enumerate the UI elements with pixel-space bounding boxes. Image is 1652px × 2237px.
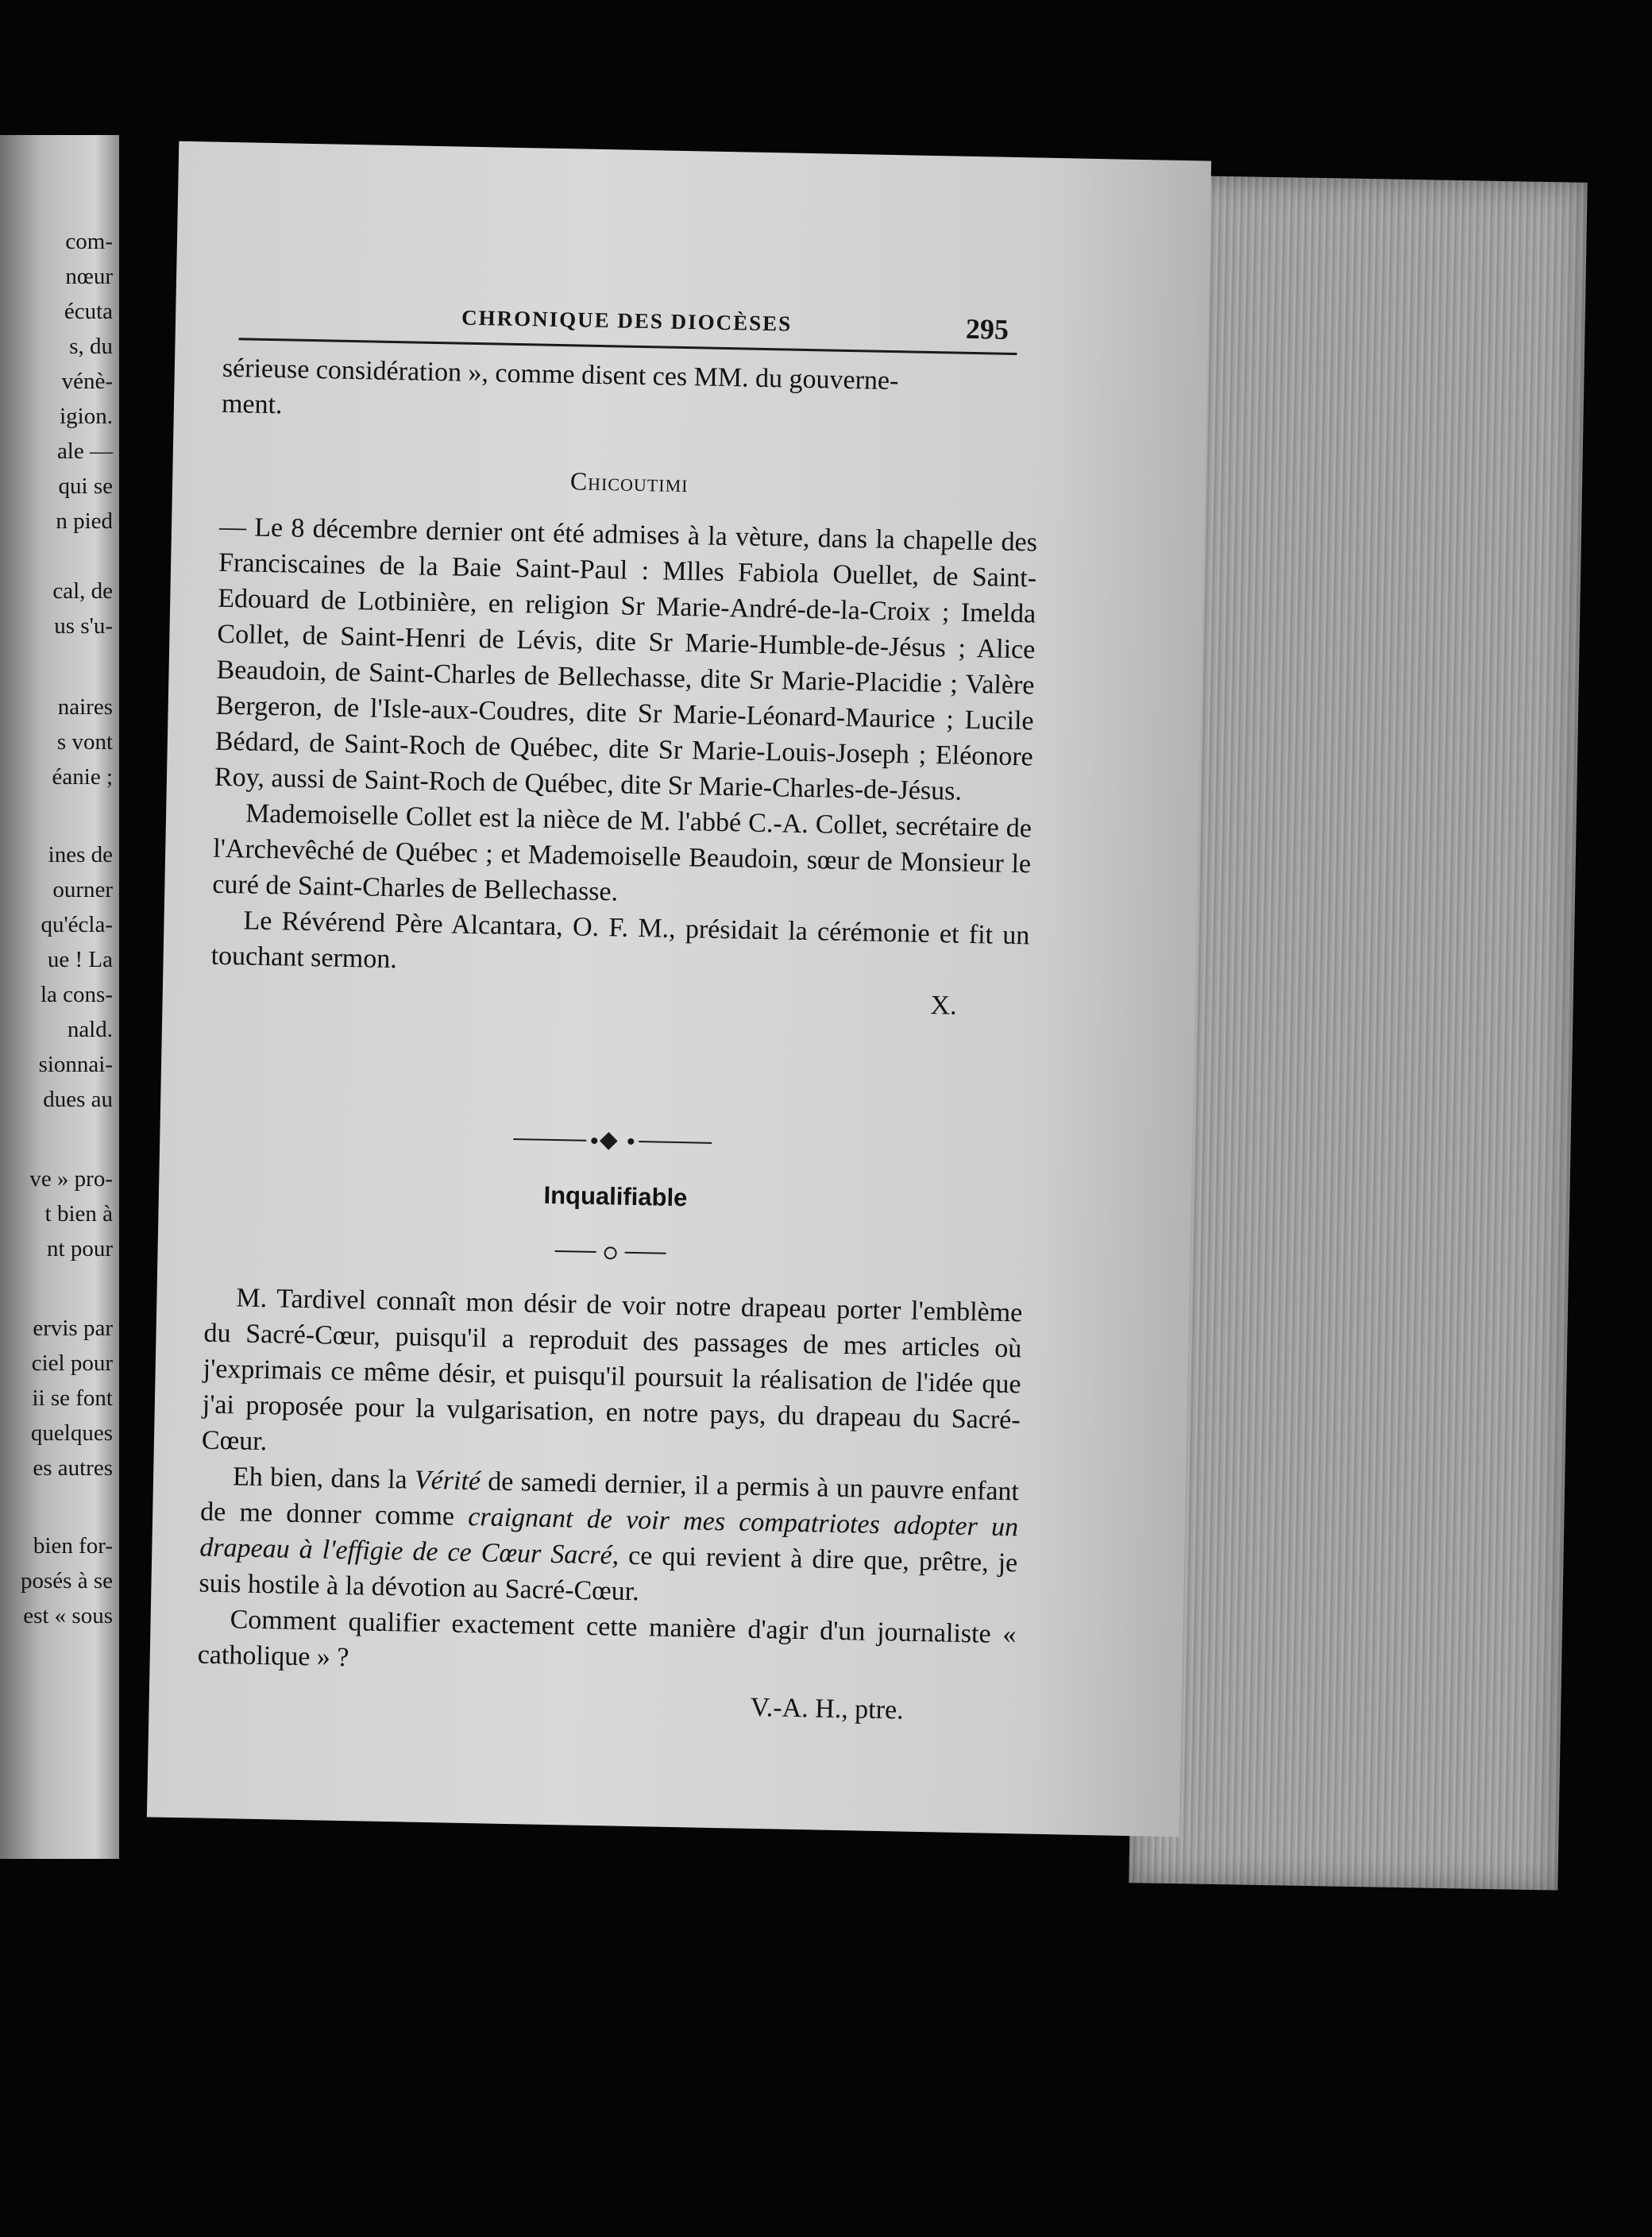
left-page-text-fragment: ourner (52, 877, 113, 902)
inqualifiable-signature: V.-A. H., ptre. (750, 1692, 904, 1725)
left-page-text-fragment: ale — (56, 439, 113, 464)
left-page-text-fragment: s, du (69, 334, 113, 359)
left-page-text-fragment: est « sous (23, 1603, 113, 1628)
left-page-text-fragment: es autres (33, 1455, 113, 1481)
inqualifiable-paragraph-2: Eh bien, dans la Vérité de samedi dernier, il a permis à un pauvre enfant de me donner comme craignant de voir mes compatriotes adopter un drapeau à l'effigie de ce Cœur Sacré, ce qui revient à dire que, prêtre, je suis hostile à la dévotion au Sacré-Cœur. (199, 1462, 1020, 1607)
small-separator (554, 1243, 666, 1261)
left-page-text-fragment: ervis par (33, 1316, 113, 1341)
inqualifiable-paragraph-3: Comment qualifier exactement cette manière d'agir d'un journaliste « catholique » ? (197, 1605, 1017, 1673)
intro-line-2: ment. (221, 388, 283, 420)
chicoutimi-signature: X. (930, 991, 958, 1021)
left-page-text-fragment: us s'u- (54, 613, 113, 639)
left-page-fragment (0, 135, 119, 1859)
left-page-text-fragment: igion. (60, 404, 113, 429)
running-head: CHRONIQUE DES DIOCÈSES (461, 305, 793, 336)
left-page-text-fragment: bien for- (33, 1533, 113, 1559)
left-page-text-fragment: t bien à (44, 1201, 113, 1227)
left-page-text-fragment: qui se (58, 473, 113, 499)
left-page-text-fragment: n pied (56, 508, 113, 534)
left-page-text-fragment: la cons- (41, 982, 113, 1007)
italic-verite: Vérité (414, 1465, 481, 1497)
left-page-text-fragment: ii se font (32, 1385, 113, 1411)
left-page-text-fragment: nald. (67, 1017, 113, 1042)
italic-quote: craignant de voir mes compatriotes adopter un drapeau à l'effigie de ce Cœur Sacré, (199, 1502, 1019, 1571)
main-page (147, 141, 1211, 1837)
intro-line-1: sérieuse considération », comme disent ces MM. du gouverne- (222, 353, 899, 396)
left-page-text-fragment: éanie ; (52, 764, 113, 790)
section-heading-chicoutimi: Chicoutimi (569, 466, 689, 498)
left-page-text-fragment: écuta (64, 299, 113, 324)
left-page-text-fragment: quelques (30, 1420, 113, 1446)
chicoutimi-text (210, 509, 1037, 1026)
left-page-text-fragment: dues au (43, 1087, 113, 1112)
chicoutimi-paragraph-2: Mademoiselle Collet est la nièce de M. l'abbé C.-A. Collet, secrétaire de l'Archevêché de Québec ; et Mademoiselle Beaudoin, sœur de Monsieur le curé de Saint-Charles de Bellechasse. (212, 798, 1032, 907)
left-page-text-fragment: ines de (48, 842, 113, 867)
left-page-text-fragment: com- (65, 229, 113, 254)
page-number: 295 (965, 312, 1009, 346)
left-page-text-fragment: posés à se (21, 1568, 113, 1594)
left-page-text-fragment: vénè- (61, 369, 113, 394)
left-page-text-fragment: nœur (65, 264, 113, 289)
intro-text (222, 350, 1041, 438)
left-page-text-fragment: cal, de (52, 578, 113, 604)
left-page-text-fragment: ciel pour (31, 1350, 113, 1376)
chicoutimi-paragraph-3: Le Révérend Père Alcantara, O. F. M., présidait la cérémonie et fit un touchant sermon. (210, 906, 1030, 975)
left-page-text-fragment: s vont (56, 729, 113, 755)
left-page-text-fragment: ue ! La (47, 947, 113, 972)
section-ornament (513, 1131, 712, 1151)
chicoutimi-paragraph-1: — Le 8 décembre dernier ont été admises à la vèture, dans la chapelle des Franciscaines de la Baie Saint-Paul : Mlles Fabiola Ouellet, de Saint-Edouard de Lotbinière, en religion Sr Marie-André-de-la-Croix ; Imelda Collet, de Saint-Henri de Lévis, dite Sr Marie-Humble-de-Jésus ; Alice Beaudoin, de Saint-Charles de Bellechasse, dite Sr Marie-Placidie ; Valère Bergeron, de l'Isle-aux-Coudres, dite Sr Marie-Léonard-Maurice ; Lucile Bédard, de Saint-Roch de Québec, dite Sr Marie-Louis-Joseph ; Eléonore Roy, aussi de Saint-Roch de Québec, dite Sr Marie-Charles-de-Jésus. (214, 512, 1038, 806)
left-page-text-fragment: sionnai- (38, 1052, 113, 1077)
section-heading-inqualifiable: Inqualifiable (543, 1180, 688, 1212)
inqualifiable-paragraph-1: M. Tardivel connaît mon désir de voir notre drapeau porter l'emblème du Sacré-Cœur, puisqu'il a reproduit des passages de mes articles où j'exprimais ce même désir, et puisqu'il poursuit la réalisation de l'idée que j'ai proposée pour la vulgarisation, en notre pays, du drapeau du Sacré-Cœur. (201, 1283, 1023, 1457)
left-page-text-fragment: naires (57, 694, 113, 720)
left-page-text-fragment: ve » pro- (29, 1166, 113, 1192)
left-page-text-fragment: qu'écla- (41, 912, 113, 937)
left-page-text-fragment: nt pour (47, 1236, 113, 1261)
inqualifiable-text (196, 1280, 1022, 1731)
